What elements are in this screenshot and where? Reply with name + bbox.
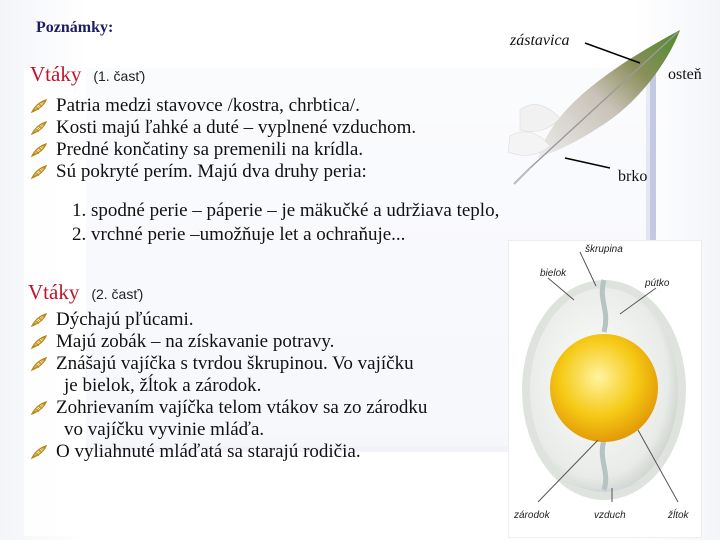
egg-label-air: vzduch (594, 510, 626, 521)
feather-bullet-icon (30, 98, 48, 114)
bullet-item (30, 353, 500, 397)
section2-heading (28, 280, 143, 305)
bullet-text: Majú zobák – na získavanie potravy. (56, 331, 335, 352)
egg-yolk (550, 334, 658, 442)
section1-heading (30, 62, 145, 87)
feather-bullet-icon (30, 400, 48, 416)
bullet-item (30, 441, 500, 463)
header-title: Poznámky: (36, 19, 114, 36)
bullet-text: O vyliahnuté mláďatá sa starajú rodičia. (56, 441, 361, 462)
bullet-text: Sú pokryté perím. Majú dva druhy peria: (56, 161, 367, 182)
bullet-text: Predné končatiny sa premenili na krídla. (56, 139, 364, 160)
feather-bullet-icon (30, 334, 48, 350)
feather-bullet-icon (30, 142, 48, 158)
section2-subtitle: (2. časť) (91, 286, 144, 302)
egg-label-embryo: zárodok (514, 510, 550, 521)
egg-label-yolk: žĺtok (668, 510, 689, 521)
section2-title: Vtáky (28, 280, 80, 304)
feather-bullet-icon (30, 312, 48, 328)
egg-label-chalaza: pútko (645, 278, 670, 289)
feather-label-shaft: osteň (668, 66, 702, 83)
section1-subtitle: (1. časť) (93, 68, 146, 84)
quill-pointer-line (565, 158, 610, 168)
feather-label-quill: brko (618, 168, 648, 185)
egg-label-shell: škrupina (585, 244, 623, 255)
feather-shaft (530, 32, 678, 168)
shell-pointer (580, 252, 596, 286)
vane-pointer-line (585, 43, 640, 63)
bullet-text: Patria medzi stavovce /kostra, chrbtica/. (56, 95, 360, 116)
feather-bullet-icon (30, 444, 48, 460)
numbered-item: 2. vrchné perie –umožňuje let a ochraňuje... (72, 224, 406, 245)
bullet-item (30, 309, 500, 331)
bullet-text-line: Znášajú vajíčka s tvrdou škrupinou. Vo vajíčku (56, 353, 414, 374)
section1-title: Vtáky (30, 62, 82, 86)
feather-bullet-icon (30, 356, 48, 372)
feather-bullet-icon (30, 120, 48, 136)
bullet-text-line: je bielok, žĺtok a zárodok. (64, 375, 262, 396)
feather-bullet-icon (30, 164, 48, 180)
bullet-item (30, 397, 500, 441)
feather-quill (514, 168, 530, 184)
bullet-text: Kosti majú ľahké a duté – vyplnené vzduchom. (56, 117, 417, 138)
bullet-text-line: vo vajíčku vyvinie mláďa. (64, 419, 265, 440)
bullet-text: Dýchajú pľúcami. (56, 309, 194, 330)
feather-label-vane: zástavica (510, 32, 570, 49)
egg-diagram (508, 240, 700, 536)
egg-label-white: bielok (540, 268, 567, 279)
bullet-text-line: Zohrievaním vajíčka telom vtákov sa zo zárodku (56, 397, 428, 418)
bullet-item (30, 331, 500, 353)
numbered-item: 1. spodné perie – páperie – je mäkučké a udržiava teplo, (72, 200, 500, 221)
section2-bullets (30, 309, 500, 463)
